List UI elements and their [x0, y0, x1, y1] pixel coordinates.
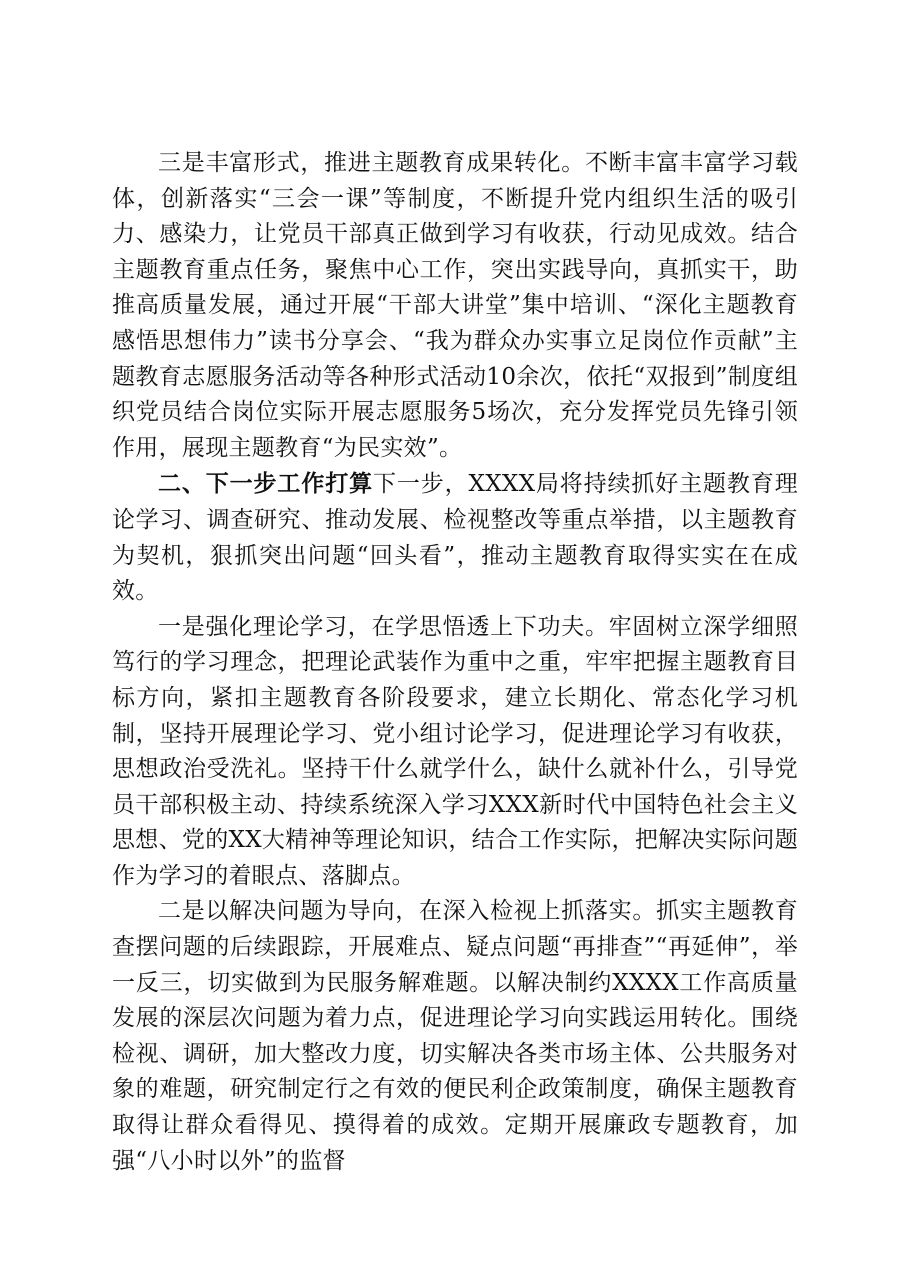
document-body: [112, 146, 798, 1179]
paragraph-text: 二是以解决问题为导向，在深入检视上抓落实。抓实主题教育查摆问题的后续跟踪，开展难点、疑点问题“再排查”“再延伸”，举一反三，切实做到为民服务解难题。以解决制约XXXX工作高质量发展的深层次问题为着力点，促进理论学习向实践运用转化。围绕检视、调研，加大整改力度，切实解决各类市场主体、公共服务对象的难题，研究制定行之有效的便民利企政策制度，确保主题教育取得让群众看得见、摸得着的成效。定期开展廉政专题教育，加强“八小时以外”的监督: [112, 898, 798, 1174]
paragraph-text: 一是强化理论学习，在学思悟透上下功夫。牢固树立深学细照笃行的学习理念，把理论武装作为重中之重，牢牢把握主题教育目标方向，紧扣主题教育各阶段要求，建立长期化、常态化学习机制，坚持开展理论学习、党小组讨论学习，促进理论学习有收获，思想政治受洗礼。坚持干什么就学什么，缺什么就补什么，引导党员干部积极主动、持续系统深入学习XXX新时代中国特色社会主义思想、党的XX大精神等理论知识，结合工作实际，把解决实际问题作为学习的着眼点、落脚点。: [112, 613, 798, 889]
paragraph-rich-forms: [112, 146, 798, 466]
paragraph-problem-oriented: [112, 894, 798, 1179]
paragraph-theory-study: [112, 610, 798, 895]
paragraph-next-step: [112, 466, 798, 609]
paragraph-text: 下一步，XXXX局将持续抓好主题教育理论学习、调查研究、推动发展、检视整改等重点举措，以主题教育为契机，狠抓突出问题“回头看”，推动主题教育取得实实在在成效。: [112, 471, 799, 605]
section-heading: 二、下一步工作打算: [158, 470, 373, 498]
paragraph-text: 三是丰富形式，推进主题教育成果转化。不断丰富丰富学习载体，创新落实“三会一课”等制度，不断提升党内组织生活的吸引力、感染力，让党员干部真正做到学习有收获，行动见成效。结合主题教育重点任务，聚焦中心工作，突出实践导向，真抓实干，助推高质量发展，通过开展“干部大讲堂”集中培训、“深化主题教育感悟思想伟力”读书分享会、“我为群众办实事立足岗位作贡献”主题教育志愿服务活动等各种形式活动10余次，依托“双报到”制度组织党员结合岗位实际开展志愿服务5场次，充分发挥党员先锋引领作用，展现主题教育“为民实效”。: [112, 150, 798, 461]
